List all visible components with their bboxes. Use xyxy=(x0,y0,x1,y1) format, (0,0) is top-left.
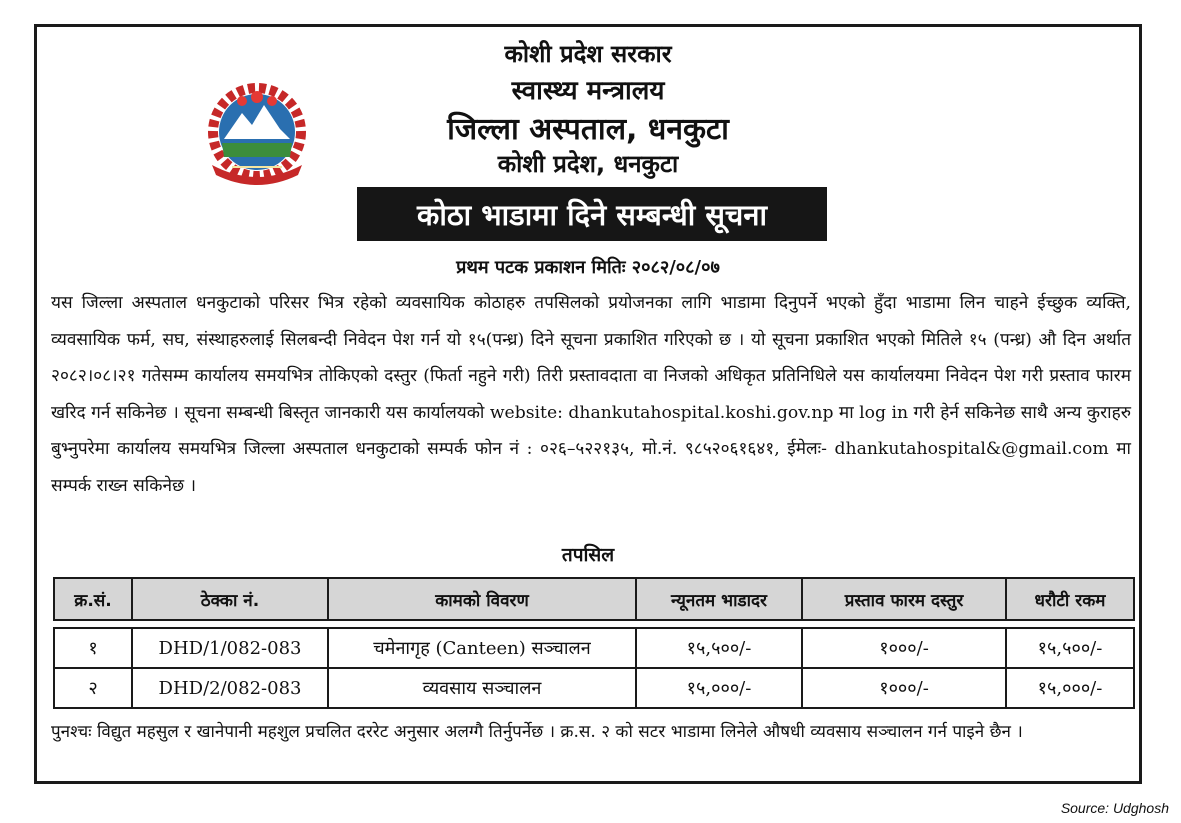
cell-form-fee: १०००/- xyxy=(802,668,1006,708)
column-header-contract-no: ठेक्का नं. xyxy=(132,578,328,620)
office-name: जिल्ला अस्पताल, धनकुटा xyxy=(447,112,729,147)
government-name: कोशी प्रदेश सरकार xyxy=(504,40,672,68)
table-header-row xyxy=(54,578,1134,620)
schedule-title: तपसिल xyxy=(561,544,615,566)
column-header-min-rent: न्यूनतम भाडादर xyxy=(636,578,802,620)
footnote: पुनश्चः विद्युत महसुल र खानेपानी महशुल प्रचलित दररेट अनुसार अलग्गै तिर्नुपर्नेछ । क्र.स. २ को सटर भाडामा लिनेले औषधी व्यवसाय सञ्चालन गर्न पाइने छैन । xyxy=(51,722,1023,742)
source-credit: Source: Udghosh xyxy=(1060,800,1169,816)
cell-deposit: १५,०००/- xyxy=(1006,668,1134,708)
cell-contract-no: DHD/1/082-083 xyxy=(132,628,328,668)
notice-body: यस जिल्ला अस्पताल धनकुटाको परिसर भित्र रहेको व्यवसायिक कोठाहरु तपसिलको प्रयोजनका लागि भाडामा दिनुपर्ने भएको हुँदा भाडामा लिन चाहने ईच्छुक व्यक्ति, व्यवसायिक फर्म, सघ, संस्थाहरुलाई सिलबन्दी निवेदन पेश गर्न यो १५(पन्ध्र) दिने सूचना प्रकाशित गरिएको छ । यो सूचना प्रकाशित भएको मितिले १५ (पन्ध्र) औ दिन अर्थात २०८२।०८।२१ गतेसम्म कार्यालय समयभित्र तोकिएको दस्तुर (फिर्ता नहुने गरी) तिरी प्रस्तावदाता वा निजको अधिकृत प्रतिनिधिले यस कार्यालयमा निवेदन पेश गरी प्रस्ताव फारम खरिद गर्न सकिनेछ । सूचना सम्बन्धी बिस्तृत जानकारी यस कार्यालयको website: dhankutahospital.koshi.gov.np मा log in गरी हेर्न सकिनेछ साथै अन्य कुराहरु बुभ्नुपरेमा कार्यालय समयभित्र जिल्ला अस्पताल धनकुटाको सम्पर्क फोन नं : ०२६–५२२१३५, मो.नं. ९८५२०६१६४१, ईमेलः- dhankutahospital&@gmail.com मा सम्पर्क राख्न सकिनेछ । xyxy=(51,293,1131,496)
cell-description: चमेनागृह (Canteen) सञ्चालन xyxy=(328,628,636,668)
office-address: कोशी प्रदेश, धनकुटा xyxy=(497,150,679,178)
column-header-form-fee: प्रस्ताव फारम दस्तुर xyxy=(802,578,1006,620)
column-header-description: कामको विवरण xyxy=(328,578,636,620)
cell-form-fee: १०००/- xyxy=(802,628,1006,668)
cell-contract-no: DHD/2/082-083 xyxy=(132,668,328,708)
cell-description: व्यवसाय सञ्चालन xyxy=(328,668,636,708)
cell-serial: १ xyxy=(54,628,132,668)
notice-title: कोठा भाडामा दिने सम्बन्धी सूचना xyxy=(357,187,827,241)
notice-document xyxy=(34,24,1142,784)
publication-date: प्रथम पटक प्रकाशन मितिः २०८२/०८/०७ xyxy=(456,257,720,278)
column-header-deposit: धरौटी रकम xyxy=(1006,578,1134,620)
ministry-name: स्वास्थ्य मन्त्रालय xyxy=(511,76,665,106)
cell-deposit: १५,५००/- xyxy=(1006,628,1134,668)
table-row xyxy=(54,668,1134,708)
cell-serial: २ xyxy=(54,668,132,708)
cell-min-rent: १५,५००/- xyxy=(636,628,802,668)
schedule-table xyxy=(53,577,1135,709)
cell-min-rent: १५,०००/- xyxy=(636,668,802,708)
column-header-serial: क्र.सं. xyxy=(54,578,132,620)
table-row xyxy=(54,628,1134,668)
